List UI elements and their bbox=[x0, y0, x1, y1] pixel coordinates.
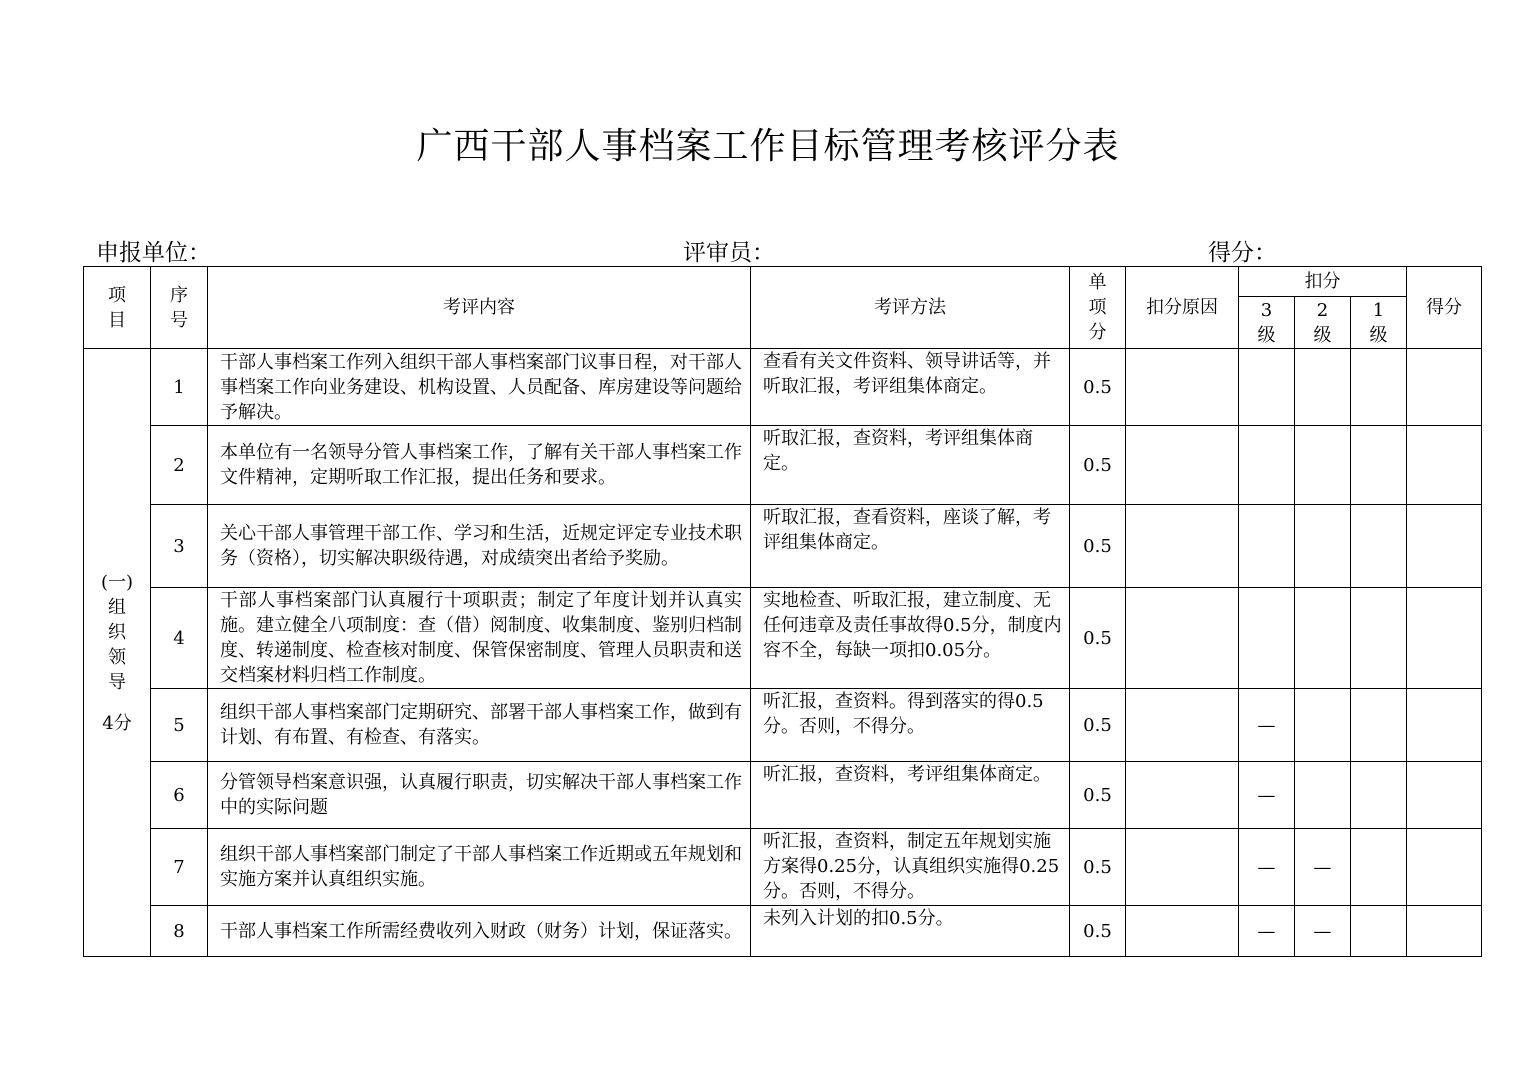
content-cell: 干部人事档案工作所需经费收列入财政（财务）计划，保证落实。 bbox=[208, 906, 751, 957]
level-1-cell bbox=[1351, 349, 1407, 426]
level-1-cell bbox=[1351, 906, 1407, 957]
seq-cell: 1 bbox=[151, 349, 208, 426]
level-2-cell bbox=[1295, 349, 1351, 426]
method-cell: 听汇报，查资料，考评组集体商定。 bbox=[751, 762, 1070, 829]
score-cell bbox=[1407, 426, 1482, 505]
score-cell bbox=[1407, 689, 1482, 762]
seq-cell: 2 bbox=[151, 426, 208, 505]
seq-cell: 8 bbox=[151, 906, 208, 957]
level-2-cell bbox=[1295, 689, 1351, 762]
method-cell: 听汇报，查资料，制定五年规划实施方案得0.25分，认真组织实施得0.25分。否则，不得分。 bbox=[751, 829, 1070, 906]
method-cell: 查看有关文件资料、领导讲话等，并听取汇报，考评组集体商定。 bbox=[751, 349, 1070, 426]
level-3-cell bbox=[1239, 505, 1295, 588]
score-label: 得分： bbox=[1208, 240, 1277, 266]
header-single-score: 单 项 分 bbox=[1070, 267, 1126, 349]
reason-cell bbox=[1126, 906, 1239, 957]
content-cell: 组织干部人事档案部门定期研究、部署干部人事档案工作，做到有计划、有布置、有检查、有落实。 bbox=[208, 689, 751, 762]
header-level-3: 3 级 bbox=[1239, 297, 1295, 349]
method-cell: 听汇报，查资料。得到落实的得0.5分。否则，不得分。 bbox=[751, 689, 1070, 762]
score-cell bbox=[1407, 829, 1482, 906]
table-row bbox=[84, 829, 1482, 906]
reason-cell bbox=[1126, 349, 1239, 426]
level-2-cell bbox=[1295, 505, 1351, 588]
method-cell: 听取汇报，查资料，考评组集体商定。 bbox=[751, 426, 1070, 505]
single-score-cell: 0.5 bbox=[1070, 349, 1126, 426]
level-2-cell: — bbox=[1295, 829, 1351, 906]
score-cell bbox=[1407, 505, 1482, 588]
method-cell: 实地检查、听取汇报，建立制度、无任何违章及责任事故得0.5分，制度内容不全，每缺一项扣0.05分。 bbox=[751, 588, 1070, 689]
level-1-cell bbox=[1351, 829, 1407, 906]
level-3-cell: — bbox=[1239, 689, 1295, 762]
level-3-cell: — bbox=[1239, 906, 1295, 957]
level-2-cell bbox=[1295, 426, 1351, 505]
table-row bbox=[84, 762, 1482, 829]
seq-cell: 6 bbox=[151, 762, 208, 829]
table-row bbox=[84, 689, 1482, 762]
content-cell: 关心干部人事管理干部工作、学习和生活，近规定评定专业技术职务（资格），切实解决职级待遇，对成绩突出者给予奖励。 bbox=[208, 505, 751, 588]
header-content: 考评内容 bbox=[208, 267, 751, 349]
reason-cell bbox=[1126, 426, 1239, 505]
level-2-cell bbox=[1295, 762, 1351, 829]
header-seq: 序 号 bbox=[151, 267, 208, 349]
group-name-line: 领 bbox=[108, 646, 126, 668]
reason-cell bbox=[1126, 829, 1239, 906]
group-cell bbox=[84, 349, 151, 957]
single-score-cell: 0.5 bbox=[1070, 505, 1126, 588]
unit-label: 申报单位： bbox=[96, 240, 211, 266]
level-2-cell bbox=[1295, 588, 1351, 689]
table-row bbox=[84, 426, 1482, 505]
seq-cell: 4 bbox=[151, 588, 208, 689]
reason-cell bbox=[1126, 762, 1239, 829]
header-score: 得分 bbox=[1407, 267, 1482, 349]
header-reason: 扣分原因 bbox=[1126, 267, 1239, 349]
table-row bbox=[84, 505, 1482, 588]
content-cell: 分管领导档案意识强，认真履行职责，切实解决干部人事档案工作中的实际问题 bbox=[208, 762, 751, 829]
level-3-cell bbox=[1239, 426, 1295, 505]
header-level-1: 1 级 bbox=[1351, 297, 1407, 349]
score-cell bbox=[1407, 588, 1482, 689]
score-cell bbox=[1407, 349, 1482, 426]
group-name-line: 组 bbox=[108, 596, 126, 618]
level-3-cell: — bbox=[1239, 762, 1295, 829]
level-1-cell bbox=[1351, 505, 1407, 588]
single-score-cell: 0.5 bbox=[1070, 906, 1126, 957]
level-3-cell bbox=[1239, 588, 1295, 689]
method-cell: 听取汇报，查看资料，座谈了解，考评组集体商定。 bbox=[751, 505, 1070, 588]
reason-cell bbox=[1126, 689, 1239, 762]
group-name-line: (一) bbox=[100, 571, 134, 593]
level-1-cell bbox=[1351, 588, 1407, 689]
single-score-cell: 0.5 bbox=[1070, 689, 1126, 762]
level-1-cell bbox=[1351, 426, 1407, 505]
header-item: 项 目 bbox=[84, 267, 151, 349]
header-deduct: 扣分 bbox=[1239, 267, 1407, 297]
content-cell: 干部人事档案工作列入组织干部人事档案部门议事日程，对干部人事档案工作向业务建设、机构设置、人员配备、库房建设等问题给予解决。 bbox=[208, 349, 751, 426]
level-3-cell: — bbox=[1239, 829, 1295, 906]
score-cell bbox=[1407, 906, 1482, 957]
single-score-cell: 0.5 bbox=[1070, 588, 1126, 689]
reason-cell bbox=[1126, 505, 1239, 588]
single-score-cell: 0.5 bbox=[1070, 762, 1126, 829]
seq-cell: 5 bbox=[151, 689, 208, 762]
header-level-2: 2 级 bbox=[1295, 297, 1351, 349]
method-cell: 未列入计划的扣0.5分。 bbox=[751, 906, 1070, 957]
reviewer-label: 评审员： bbox=[683, 240, 775, 266]
group-name-line: 织 bbox=[108, 621, 126, 643]
content-cell: 干部人事档案部门认真履行十项职责；制定了年度计划并认真实施。建立健全八项制度：查（借）阅制度、收集制度、鉴别归档制度、转递制度、检查核对制度、保管保密制度、管理人员职责和送交档案材料归档工作制度。 bbox=[208, 588, 751, 689]
evaluation-table bbox=[83, 266, 1482, 957]
level-1-cell bbox=[1351, 762, 1407, 829]
table-row bbox=[84, 588, 1482, 689]
table-row bbox=[84, 349, 1482, 426]
seq-cell: 3 bbox=[151, 505, 208, 588]
single-score-cell: 0.5 bbox=[1070, 426, 1126, 505]
seq-cell: 7 bbox=[151, 829, 208, 906]
reason-cell bbox=[1126, 588, 1239, 689]
score-cell bbox=[1407, 762, 1482, 829]
table-row bbox=[84, 906, 1482, 957]
content-cell: 组织干部人事档案部门制定了干部人事档案工作近期或五年规划和实施方案并认真组织实施。 bbox=[208, 829, 751, 906]
content-cell: 本单位有一名领导分管人事档案工作，了解有关干部人事档案工作文件精神，定期听取工作汇报，提出任务和要求。 bbox=[208, 426, 751, 505]
single-score-cell: 0.5 bbox=[1070, 829, 1126, 906]
header-method: 考评方法 bbox=[751, 267, 1070, 349]
level-1-cell bbox=[1351, 689, 1407, 762]
page-title: 广西干部人事档案工作目标管理考核评分表 bbox=[416, 126, 1120, 167]
group-name-line: 导 bbox=[108, 671, 126, 693]
level-2-cell: — bbox=[1295, 906, 1351, 957]
group-points: 4分 bbox=[102, 712, 132, 734]
level-3-cell bbox=[1239, 349, 1295, 426]
